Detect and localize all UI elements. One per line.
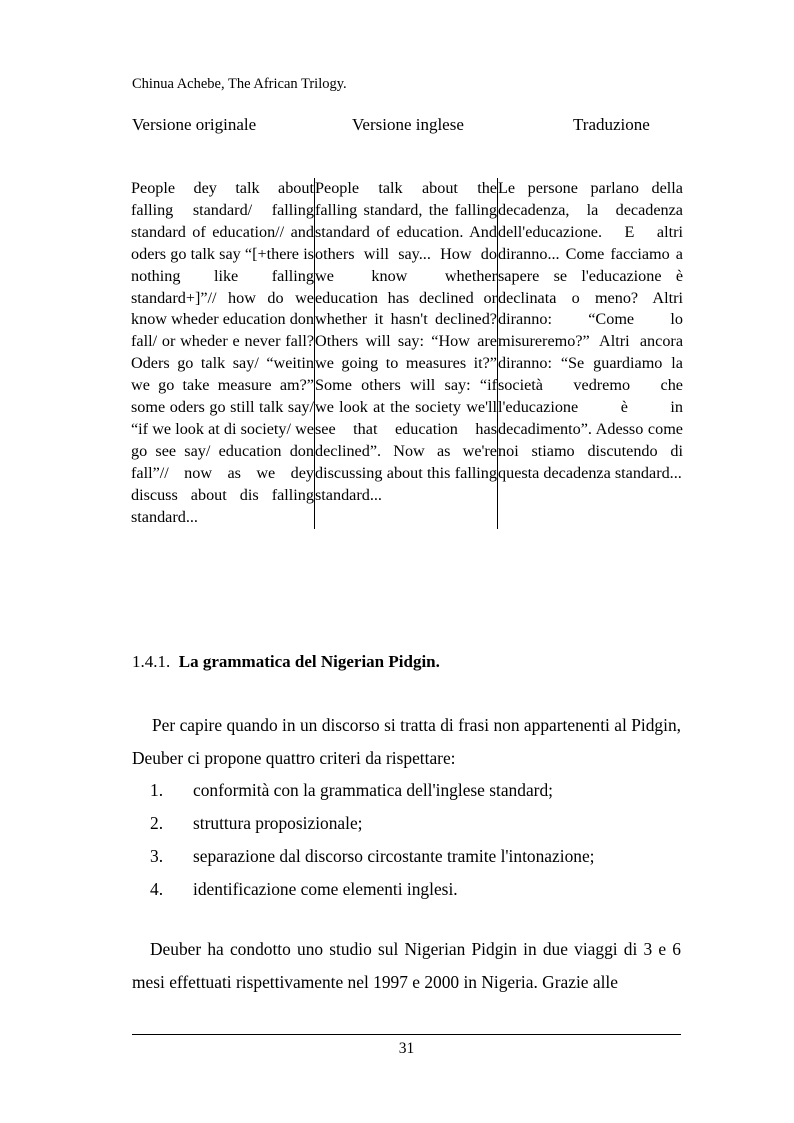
section-number: 1.4.1. bbox=[132, 652, 171, 671]
list-item-number: 4. bbox=[150, 879, 164, 899]
column-header-translation: Traduzione bbox=[573, 115, 650, 134]
translation-text: Le persone parlano della decadenza, la decadenza dell'educazione. E altri diranno... Come facciamo a sapere se l'educazione è declinata o meno? Altri diranno: “Come lo misureremo?” Altri ancora diranno: “Se guardiamo la società vedremo che l'educazione è in decadimento”. Adesso come noi stiamo discutendo di questa decadenza standard... bbox=[498, 179, 683, 482]
list-item bbox=[150, 873, 595, 906]
list-item-text: separazione dal discorso circostante tramite l'intonazione; bbox=[193, 846, 595, 866]
english-version-column bbox=[314, 178, 497, 529]
section-title: La grammatica del Nigerian Pidgin. bbox=[178, 652, 440, 671]
list-item-text: conformità con la grammatica dell'inglese standard; bbox=[193, 780, 553, 800]
original-version-text: People dey talk about falling standard/ falling standard of education// and oders go talk say “[+there is nothing like falling standard+]”// how do we know wheder education don fall/ or wheder e never fall? Oders go talk say/ “weitin we go take measure am?” some oders go still talk say/ “if we look at di society/ we go see say/ education don fall”// now as we dey discuss about dis falling standard... bbox=[131, 179, 314, 526]
list-item bbox=[150, 840, 595, 873]
section-heading bbox=[132, 652, 440, 672]
list-item bbox=[150, 774, 595, 807]
paragraph-criteria-intro bbox=[132, 709, 681, 775]
translation-column bbox=[497, 178, 683, 529]
comparison-table bbox=[131, 178, 683, 529]
english-version-text: People talk about the falling standard, the falling standard of education. And others will say... How do we know whether education has declined or whether it hasn't declined? Others will say: “How are we going to measures it?” Some others will say: “if we look at the society we'll see that education has declined”. Now as we're discussing about this falling standard... bbox=[315, 179, 497, 504]
list-item-text: struttura proposizionale; bbox=[193, 813, 363, 833]
list-item-text: identificazione come elementi inglesi. bbox=[193, 879, 458, 899]
list-item-number: 3. bbox=[150, 846, 164, 866]
paragraph-text: Per capire quando in un discorso si tratta di frasi non appartenenti al Pidgin, Deuber ci propone quattro criteri da rispettare: bbox=[132, 715, 681, 768]
page-number: 31 bbox=[398, 1040, 415, 1057]
footer-divider bbox=[132, 1034, 681, 1035]
column-header-original: Versione originale bbox=[132, 115, 257, 134]
original-version-column bbox=[131, 178, 314, 529]
list-item-number: 1. bbox=[150, 780, 164, 800]
paragraph-deuber-study bbox=[132, 933, 681, 999]
list-item bbox=[150, 807, 595, 840]
list-item-number: 2. bbox=[150, 813, 164, 833]
column-header-english: Versione inglese bbox=[352, 115, 464, 134]
paragraph-text: Deuber ha condotto uno studio sul Nigerian Pidgin in due viaggi di 3 e 6 mesi effettuati rispettivamente nel 1997 e 2000 in Nigeria. Grazie alle bbox=[132, 939, 681, 992]
source-citation: Chinua Achebe, The African Trilogy. bbox=[132, 76, 347, 92]
criteria-list bbox=[150, 774, 595, 906]
